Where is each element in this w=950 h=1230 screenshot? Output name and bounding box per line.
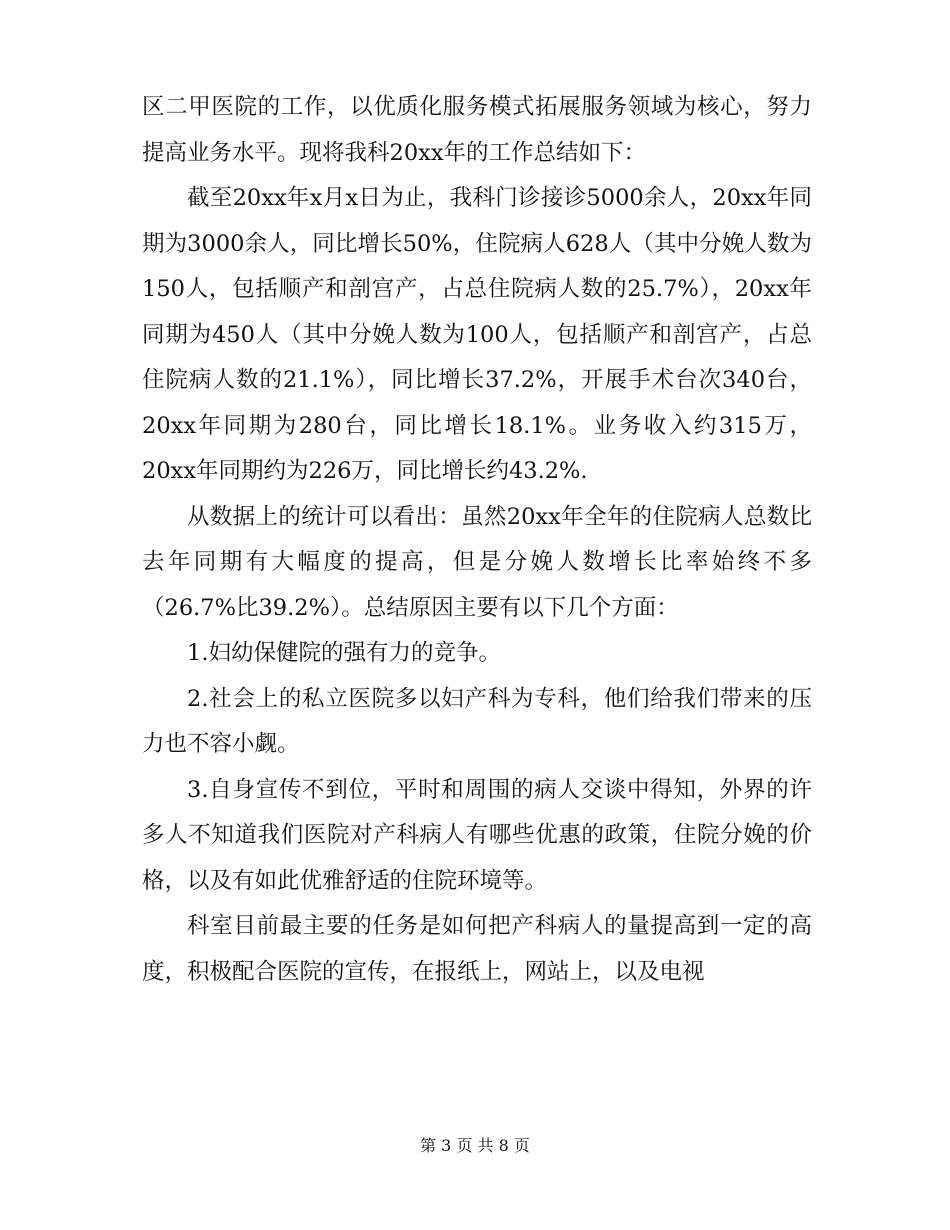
list-item-1: 1.妇幼保健院的强有力的竞争。 <box>187 640 501 666</box>
list-item-3: 3.自身宣传不到位，平时和周围的病人交谈中得知，外界的许多人不知道我们医院对产科病人有哪些优惠的政策，住院分娩的价格，以及有如此优雅舒适的住院环境等。 <box>142 776 812 894</box>
paragraph-statistics: 截至20xx年x月x日为止，我科门诊接诊5000余人，20xx年同期为3000余人，同比增长50%，住院病人628人（其中分娩人数为150人，包括顺产和剖宫产，占总住院病人数的25.7%），20xx年同期为450人（其中分娩人数为100人，包括顺产和剖宫产，占总住院病人数的21.1%），同比增长37.2%，开展手术台次340台，20xx年同期为280台，同比增长18.1%。业务收入约315万，20xx年同期约为226万，同比增长约43.2%. <box>142 185 812 484</box>
body-text <box>142 85 812 995</box>
paragraph-analysis: 从数据上的统计可以看出：虽然20xx年全年的住院病人总数比去年同期有大幅度的提高，但是分娩人数增长比率始终不多（26.7%比39.2%）。总结原因主要有以下几个方面： <box>142 503 812 621</box>
paragraph-task: 科室目前最主要的任务是如何把产科病人的量提高到一定的高度，积极配合医院的宣传，在报纸上，网站上，以及电视 <box>142 913 812 985</box>
page-footer: 第 3 页 共 8 页 <box>420 1136 530 1155</box>
list-item-2: 2.社会上的私立医院多以妇产科为专科，他们给我们带来的压力也不容小觑。 <box>142 685 812 757</box>
paragraph-intro-continued: 区二甲医院的工作，以优质化服务模式拓展服务领域为核心，努力提高业务水平。现将我科20xx年的工作总结如下： <box>142 94 812 166</box>
